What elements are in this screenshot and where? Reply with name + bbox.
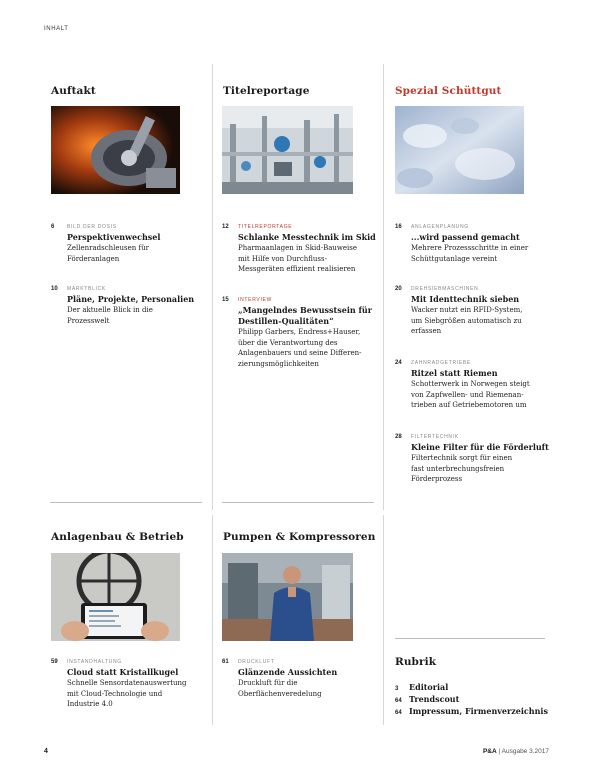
page-number: 6 bbox=[51, 224, 55, 230]
page-number: 10 bbox=[51, 286, 58, 292]
entry-teaser: Mehrere Prozessschritte in einer Schüttgutanlage vereint bbox=[411, 244, 529, 263]
entry-headline: Glänzende Aussichten bbox=[238, 667, 338, 677]
entry-category: DREHSIEBMASCHINEN bbox=[411, 286, 479, 292]
entry-category: TITELREPORTAGE bbox=[238, 224, 293, 230]
entry-category: ANLAGENPLANUNG bbox=[411, 224, 469, 230]
page-number: 59 bbox=[51, 659, 58, 665]
entry-teaser: Pharmaanlagen in Skid-Bauweise mit Hilfe von Durchfluss- Messgeräten effizient realisieren bbox=[238, 244, 358, 274]
entry-headline: „Mangelndes Bewusstsein für Destillen-Qualitäten“ bbox=[238, 305, 372, 326]
entry-teaser: Schotterwerk in Norwegen steigt von Zapfwellen- und Riemenan- trieben auf Getriebemotoren um bbox=[411, 380, 530, 410]
page-number: 16 bbox=[395, 224, 402, 230]
entry-category: BILD DER DOSIS bbox=[67, 224, 117, 230]
section-title-spezial: Spezial Schüttgut bbox=[395, 85, 502, 97]
section-rule bbox=[50, 502, 202, 503]
worker-compressor-photo[interactable] bbox=[222, 553, 353, 641]
section-title-anlagenbau: Anlagenbau & Betrieb bbox=[51, 531, 184, 543]
section-title-titelreportage: Titelreportage bbox=[223, 85, 310, 97]
page-number: 12 bbox=[222, 224, 229, 230]
section-title-rubrik: Rubrik bbox=[395, 656, 437, 668]
page-number: 24 bbox=[395, 360, 402, 366]
page-number: 15 bbox=[222, 297, 229, 303]
section-rule bbox=[222, 502, 374, 503]
tablet-handwheel-photo[interactable] bbox=[51, 553, 180, 641]
toc-entry[interactable] bbox=[222, 297, 392, 369]
entry-teaser: Wacker nutzt ein RFID-System, um Siebgrößen automatisch zu erfassen bbox=[411, 306, 523, 336]
footer-page-number: 4 bbox=[44, 748, 48, 755]
rubrik-item-editorial[interactable]: 3 Editorial bbox=[395, 682, 449, 692]
rubrik-item-trendscout[interactable]: 64 Trendscout bbox=[395, 694, 460, 704]
section-title-auftakt: Auftakt bbox=[51, 85, 96, 97]
entry-category: INTERVIEW bbox=[238, 297, 272, 303]
machine-closeup-photo[interactable] bbox=[51, 106, 180, 194]
toc-entry[interactable] bbox=[395, 224, 565, 264]
entry-headline: Mit Identtechnik sieben bbox=[411, 294, 520, 304]
entry-headline: Kleine Filter für die Förderluft bbox=[411, 442, 549, 452]
entry-teaser: Der aktuelle Blick in die Prozesswelt bbox=[67, 306, 153, 325]
entry-category: ZAHNRADGETRIEBE bbox=[411, 360, 471, 366]
toc-entry[interactable] bbox=[395, 434, 565, 485]
section-label: INHALT bbox=[44, 26, 69, 32]
rubrik-item-impressum[interactable]: 64 Impressum, Firmenverzeichnis bbox=[395, 706, 548, 716]
entry-headline: Schlanke Messtechnik im Skid bbox=[238, 232, 376, 242]
pharma-skid-photo[interactable] bbox=[222, 106, 353, 194]
page-number: 28 bbox=[395, 434, 402, 440]
entry-headline: Cloud statt Kristallkugel bbox=[67, 667, 179, 677]
entry-teaser: Druckluft für die Oberflächenveredelung bbox=[238, 679, 322, 698]
toc-entry[interactable] bbox=[395, 360, 565, 411]
toc-entry[interactable] bbox=[222, 659, 392, 699]
page-number: 61 bbox=[222, 659, 229, 665]
footer-publication: P&A | Ausgabe 3.2017 bbox=[482, 748, 549, 755]
toc-entry[interactable] bbox=[51, 659, 221, 710]
entry-category: FILTERTECHNIK bbox=[411, 434, 459, 440]
section-title-pumpen: Pumpen & Kompressoren bbox=[223, 531, 376, 543]
entry-category: INSTANDHALTUNG bbox=[67, 659, 122, 665]
bulk-material-photo[interactable] bbox=[395, 106, 524, 194]
column-divider bbox=[383, 64, 384, 510]
entry-teaser: Philipp Garbers, Endress+Hauser, über die Verantwortung des Anlagenbauers und seine Differen- zierungsmöglichkeiten bbox=[238, 328, 362, 368]
toc-entry[interactable] bbox=[222, 224, 392, 275]
entry-teaser: Schnelle Sensordatenauswertung mit Cloud-Technologie und Industrie 4.0 bbox=[67, 679, 187, 709]
toc-entry[interactable] bbox=[51, 224, 221, 264]
entry-headline: Perspektivenwechsel bbox=[67, 232, 161, 242]
entry-category: MARKTBLICK bbox=[67, 286, 106, 292]
toc-entry[interactable] bbox=[395, 286, 565, 337]
entry-headline: Pläne, Projekte, Personalien bbox=[67, 294, 195, 304]
entry-category: DRUCKLUFT bbox=[238, 659, 275, 665]
entry-headline: ...wird passend gemacht bbox=[411, 232, 520, 242]
section-rule bbox=[395, 638, 545, 639]
entry-teaser: Filtertechnik sorgt für einen fast unterbrechungsfreien Förderprozess bbox=[411, 454, 513, 484]
page-number: 20 bbox=[395, 286, 402, 292]
entry-headline: Ritzel statt Riemen bbox=[411, 368, 498, 378]
toc-entry[interactable] bbox=[51, 286, 221, 326]
entry-teaser: Zellenradschleusen für Förderanlagen bbox=[67, 244, 149, 263]
